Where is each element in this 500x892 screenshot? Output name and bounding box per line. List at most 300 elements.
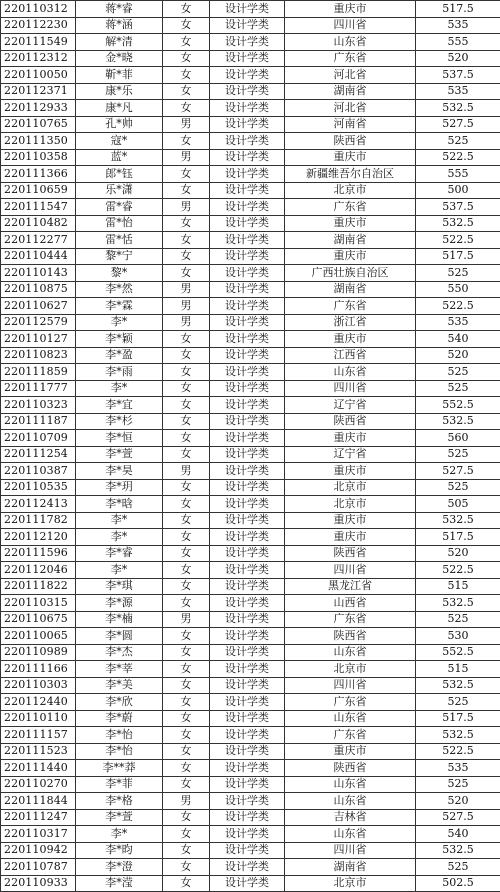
score-cell: 527.5 [416,116,500,133]
table-row [1,380,500,397]
candidate-id-cell: 220110143 [1,265,76,282]
score-cell: 525 [416,380,500,397]
gender-cell: 女 [163,545,210,562]
candidate-id-cell: 220110110 [1,710,76,727]
province-cell: 四川省 [285,562,416,579]
student-name-cell: 李*玥 [76,479,163,496]
major-category-cell: 设计学类 [210,661,285,678]
table-row [1,776,500,793]
student-name-cell: 李*圆 [76,628,163,645]
province-cell: 辽宁省 [285,446,416,463]
table-row [1,215,500,232]
student-name-cell: 李*萱 [76,809,163,826]
gender-cell: 女 [163,628,210,645]
province-cell: 河北省 [285,67,416,84]
student-name-cell: 蓝* [76,149,163,166]
gender-cell: 女 [163,595,210,612]
province-cell: 广东省 [285,199,416,216]
major-category-cell: 设计学类 [210,578,285,595]
major-category-cell: 设计学类 [210,727,285,744]
major-category-cell: 设计学类 [210,826,285,843]
major-category-cell: 设计学类 [210,364,285,381]
gender-cell: 女 [163,512,210,529]
candidate-id-cell: 220110535 [1,479,76,496]
score-cell: 520 [416,347,500,364]
table-row [1,298,500,315]
candidate-id-cell: 220111777 [1,380,76,397]
score-cell: 525 [416,446,500,463]
gender-cell: 女 [163,248,210,265]
province-cell: 广东省 [285,727,416,744]
candidate-id-cell: 220110787 [1,859,76,876]
province-cell: 重庆市 [285,331,416,348]
candidate-id-cell: 220111350 [1,133,76,150]
major-category-cell: 设计学类 [210,644,285,661]
table-row [1,545,500,562]
major-category-cell: 设计学类 [210,595,285,612]
major-category-cell: 设计学类 [210,100,285,117]
student-name-cell: 李*琪 [76,578,163,595]
major-category-cell: 设计学类 [210,446,285,463]
table-row [1,397,500,414]
province-cell: 重庆市 [285,1,416,18]
gender-cell: 女 [163,644,210,661]
gender-cell: 女 [163,842,210,859]
gender-cell: 女 [163,133,210,150]
student-name-cell: 李*源 [76,595,163,612]
major-category-cell: 设计学类 [210,694,285,711]
table-row [1,826,500,843]
province-cell: 山东省 [285,710,416,727]
score-cell: 555 [416,34,500,51]
major-category-cell: 设计学类 [210,479,285,496]
student-name-cell: 李*滢 [76,875,163,892]
table-row [1,265,500,282]
gender-cell: 女 [163,727,210,744]
score-cell: 525 [416,611,500,628]
score-cell: 522.5 [416,298,500,315]
student-name-cell: 雷*睿 [76,199,163,216]
province-cell: 湖南省 [285,281,416,298]
table-row [1,793,500,810]
candidate-id-cell: 220111187 [1,413,76,430]
candidate-id-cell: 220110323 [1,397,76,414]
score-cell: 540 [416,331,500,348]
score-cell: 522.5 [416,232,500,249]
major-category-cell: 设计学类 [210,628,285,645]
table-row [1,331,500,348]
major-category-cell: 设计学类 [210,331,285,348]
score-cell: 502.5 [416,875,500,892]
province-cell: 山东省 [285,776,416,793]
score-cell: 525 [416,479,500,496]
province-cell: 河南省 [285,116,416,133]
table-row [1,875,500,892]
gender-cell: 男 [163,149,210,166]
table-row [1,1,500,18]
candidate-id-cell: 220112120 [1,529,76,546]
province-cell: 江西省 [285,347,416,364]
candidate-id-cell: 220111844 [1,793,76,810]
table-row [1,83,500,100]
table-row [1,611,500,628]
province-cell: 浙江省 [285,314,416,331]
major-category-cell: 设计学类 [210,314,285,331]
table-row [1,232,500,249]
gender-cell: 女 [163,413,210,430]
table-row [1,562,500,579]
gender-cell: 男 [163,298,210,315]
student-name-cell: 雷*怡 [76,215,163,232]
gender-cell: 女 [163,809,210,826]
student-name-cell: 李* [76,512,163,529]
province-cell: 广西壮族自治区 [285,265,416,282]
student-name-cell: 李*萱 [76,446,163,463]
province-cell: 黑龙江省 [285,578,416,595]
score-cell: 522.5 [416,149,500,166]
score-cell: 517.5 [416,529,500,546]
score-cell: 537.5 [416,67,500,84]
province-cell: 重庆市 [285,743,416,760]
student-name-cell: 李*怡 [76,743,163,760]
gender-cell: 女 [163,875,210,892]
candidate-id-cell: 220110358 [1,149,76,166]
student-name-cell: 李*颖 [76,331,163,348]
student-name-cell: 李*菲 [76,776,163,793]
score-cell: 537.5 [416,199,500,216]
candidate-id-cell: 220111157 [1,727,76,744]
gender-cell: 男 [163,463,210,480]
table-row [1,595,500,612]
score-cell: 505 [416,496,500,513]
score-cell: 550 [416,281,500,298]
province-cell: 重庆市 [285,512,416,529]
table-row [1,859,500,876]
student-name-cell: 李*美 [76,677,163,694]
student-name-cell: 李*杉 [76,413,163,430]
student-name-cell: 李*昊 [76,463,163,480]
score-cell: 522.5 [416,562,500,579]
province-cell: 陕西省 [285,413,416,430]
candidate-id-cell: 220111547 [1,199,76,216]
major-category-cell: 设计学类 [210,413,285,430]
major-category-cell: 设计学类 [210,83,285,100]
student-name-cell: 李*莘 [76,661,163,678]
table-row [1,512,500,529]
gender-cell: 女 [163,397,210,414]
score-cell: 530 [416,628,500,645]
province-cell: 河北省 [285,100,416,117]
gender-cell: 女 [163,776,210,793]
table-row [1,430,500,447]
table-row [1,710,500,727]
gender-cell: 女 [163,446,210,463]
gender-cell: 女 [163,826,210,843]
candidate-id-cell: 220110270 [1,776,76,793]
student-name-cell: 李*欣 [76,694,163,711]
table-row [1,529,500,546]
student-name-cell: 孔*帅 [76,116,163,133]
score-cell: 535 [416,17,500,34]
province-cell: 陕西省 [285,628,416,645]
student-name-cell: 蒋*涵 [76,17,163,34]
table-row [1,842,500,859]
gender-cell: 女 [163,364,210,381]
score-cell: 532.5 [416,677,500,694]
candidate-id-cell: 220112371 [1,83,76,100]
province-cell: 重庆市 [285,215,416,232]
score-cell: 552.5 [416,644,500,661]
major-category-cell: 设计学类 [210,34,285,51]
gender-cell: 女 [163,710,210,727]
score-cell: 527.5 [416,463,500,480]
gender-cell: 女 [163,496,210,513]
gender-cell: 女 [163,34,210,51]
score-cell: 540 [416,826,500,843]
major-category-cell: 设计学类 [210,710,285,727]
gender-cell: 女 [163,578,210,595]
table-row [1,479,500,496]
candidate-id-cell: 220112230 [1,17,76,34]
student-name-cell: 李*怡 [76,727,163,744]
score-cell: 535 [416,314,500,331]
student-name-cell: 李* [76,529,163,546]
candidate-id-cell: 220110989 [1,644,76,661]
province-cell: 山东省 [285,793,416,810]
gender-cell: 女 [163,562,210,579]
table-row [1,50,500,67]
province-cell: 重庆市 [285,149,416,166]
major-category-cell: 设计学类 [210,149,285,166]
province-cell: 陕西省 [285,545,416,562]
candidate-id-cell: 220111596 [1,545,76,562]
candidate-id-cell: 220110709 [1,430,76,447]
candidate-id-cell: 220110675 [1,611,76,628]
major-category-cell: 设计学类 [210,199,285,216]
gender-cell: 女 [163,232,210,249]
student-name-cell: 李*宜 [76,397,163,414]
province-cell: 重庆市 [285,430,416,447]
province-cell: 四川省 [285,677,416,694]
score-cell: 515 [416,578,500,595]
table-row [1,17,500,34]
candidate-id-cell: 220111366 [1,166,76,183]
gender-cell: 女 [163,430,210,447]
gender-cell: 女 [163,83,210,100]
gender-cell: 女 [163,677,210,694]
gender-cell: 男 [163,611,210,628]
major-category-cell: 设计学类 [210,265,285,282]
gender-cell: 女 [163,479,210,496]
table-row [1,578,500,595]
candidate-id-cell: 220110627 [1,298,76,315]
candidate-id-cell: 220111523 [1,743,76,760]
province-cell: 北京市 [285,875,416,892]
province-cell: 山东省 [285,644,416,661]
score-cell: 517.5 [416,248,500,265]
score-cell: 525 [416,133,500,150]
table-row [1,182,500,199]
table-row [1,199,500,216]
score-cell: 532.5 [416,100,500,117]
candidate-id-cell: 220110315 [1,595,76,612]
table-row [1,347,500,364]
province-cell: 北京市 [285,496,416,513]
candidate-id-cell: 220112933 [1,100,76,117]
score-cell: 532.5 [416,512,500,529]
score-cell: 525 [416,776,500,793]
province-cell: 广东省 [285,50,416,67]
table-row [1,463,500,480]
candidate-id-cell: 220111440 [1,760,76,777]
province-cell: 辽宁省 [285,397,416,414]
candidate-id-cell: 220111254 [1,446,76,463]
table-row [1,281,500,298]
student-name-cell: 李*杰 [76,644,163,661]
province-cell: 湖南省 [285,232,416,249]
major-category-cell: 设计学类 [210,463,285,480]
student-name-cell: 雷*恬 [76,232,163,249]
gender-cell: 女 [163,859,210,876]
table-row [1,661,500,678]
student-name-cell: 李*盈 [76,347,163,364]
table-row [1,694,500,711]
student-name-cell: 靳*菲 [76,67,163,84]
major-category-cell: 设计学类 [210,397,285,414]
student-name-cell: 李* [76,562,163,579]
gender-cell: 女 [163,743,210,760]
student-name-cell: 李*澄 [76,859,163,876]
student-name-cell: 蒋*睿 [76,1,163,18]
major-category-cell: 设计学类 [210,133,285,150]
major-category-cell: 设计学类 [210,760,285,777]
candidate-id-cell: 220110823 [1,347,76,364]
table-row [1,743,500,760]
student-name-cell: 李**莽 [76,760,163,777]
gender-cell: 男 [163,793,210,810]
table-row [1,149,500,166]
student-name-cell: 李*霖 [76,298,163,315]
candidate-id-cell: 220110482 [1,215,76,232]
gender-cell: 女 [163,331,210,348]
table-row [1,628,500,645]
gender-cell: 女 [163,17,210,34]
table-row [1,67,500,84]
candidate-id-cell: 220110387 [1,463,76,480]
major-category-cell: 设计学类 [210,116,285,133]
province-cell: 四川省 [285,842,416,859]
province-cell: 重庆市 [285,248,416,265]
major-category-cell: 设计学类 [210,298,285,315]
major-category-cell: 设计学类 [210,809,285,826]
student-name-cell: 康*乐 [76,83,163,100]
major-category-cell: 设计学类 [210,611,285,628]
candidate-id-cell: 220112579 [1,314,76,331]
score-cell: 522.5 [416,743,500,760]
table-row [1,413,500,430]
major-category-cell: 设计学类 [210,677,285,694]
score-cell: 525 [416,265,500,282]
province-cell: 北京市 [285,479,416,496]
score-cell: 520 [416,545,500,562]
candidate-id-cell: 220111166 [1,661,76,678]
score-cell: 535 [416,760,500,777]
table-row [1,809,500,826]
province-cell: 湖南省 [285,83,416,100]
province-cell: 四川省 [285,380,416,397]
major-category-cell: 设计学类 [210,380,285,397]
gender-cell: 女 [163,661,210,678]
score-cell: 532.5 [416,595,500,612]
table-row [1,133,500,150]
gender-cell: 女 [163,166,210,183]
gender-cell: 女 [163,215,210,232]
province-cell: 重庆市 [285,529,416,546]
table-row [1,446,500,463]
candidate-id-cell: 220111549 [1,34,76,51]
major-category-cell: 设计学类 [210,67,285,84]
candidate-id-cell: 220112312 [1,50,76,67]
candidate-id-cell: 220111247 [1,809,76,826]
score-cell: 532.5 [416,842,500,859]
gender-cell: 男 [163,199,210,216]
candidate-id-cell: 220110659 [1,182,76,199]
major-category-cell: 设计学类 [210,248,285,265]
candidate-id-cell: 220111782 [1,512,76,529]
student-name-cell: 李*昀 [76,842,163,859]
candidate-id-cell: 220110065 [1,628,76,645]
province-cell: 新疆维吾尔自治区 [285,166,416,183]
candidate-id-cell: 220110875 [1,281,76,298]
score-cell: 560 [416,430,500,447]
province-cell: 四川省 [285,17,416,34]
major-category-cell: 设计学类 [210,496,285,513]
score-cell: 515 [416,661,500,678]
student-name-cell: 解*清 [76,34,163,51]
major-category-cell: 设计学类 [210,17,285,34]
candidate-id-cell: 220110050 [1,67,76,84]
province-cell: 山东省 [285,364,416,381]
major-category-cell: 设计学类 [210,215,285,232]
candidate-id-cell: 220110312 [1,1,76,18]
candidate-id-cell: 220110317 [1,826,76,843]
candidate-id-cell: 220112413 [1,496,76,513]
province-cell: 北京市 [285,661,416,678]
province-cell: 重庆市 [285,463,416,480]
score-cell: 520 [416,793,500,810]
major-category-cell: 设计学类 [210,166,285,183]
province-cell: 山东省 [285,826,416,843]
major-category-cell: 设计学类 [210,859,285,876]
score-cell: 532.5 [416,215,500,232]
table-row [1,364,500,381]
score-cell: 525 [416,364,500,381]
province-cell: 陕西省 [285,760,416,777]
student-name-cell: 康*凡 [76,100,163,117]
major-category-cell: 设计学类 [210,875,285,892]
score-cell: 500 [416,182,500,199]
province-cell: 山西省 [285,595,416,612]
student-name-cell: 黎*宁 [76,248,163,265]
student-name-cell: 李*蔚 [76,710,163,727]
student-name-cell: 郎*钰 [76,166,163,183]
gender-cell: 女 [163,182,210,199]
student-name-cell: 乐*潇 [76,182,163,199]
table-row [1,760,500,777]
table-row [1,644,500,661]
candidate-id-cell: 220110127 [1,331,76,348]
province-cell: 广东省 [285,694,416,711]
